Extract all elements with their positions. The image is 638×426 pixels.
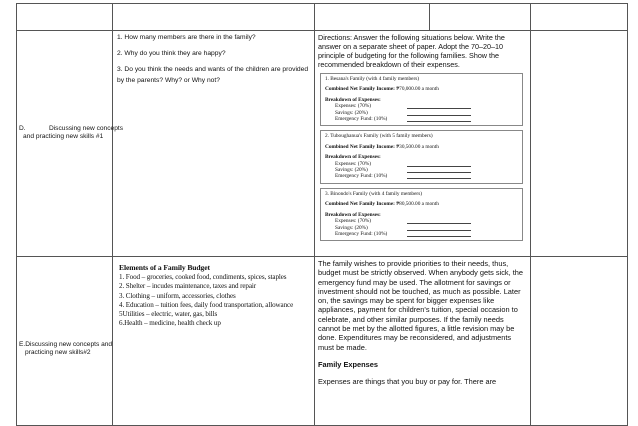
expense-item: Savings: (20%) xyxy=(335,109,368,116)
question-3: 3. Do you think the needs and wants of the children are provided by the parents? Why? or Why not? xyxy=(117,66,309,84)
header-row xyxy=(17,4,628,31)
family-title: 3. Binondo's Family (with 4 family members) xyxy=(325,190,423,197)
answer-blank[interactable] xyxy=(407,103,471,109)
family-box-3 xyxy=(320,188,523,241)
discussion-paragraph: The family wishes to provide priorities to their needs, thus, budget must be strictly observed. When anybody gets sick, the emergency fund may be used. The allotment for savings or investment should not be touched, as much as possible. Later on, the savings may be spent for bigger expenses like appliances, payment for children's tuition, special occasion to celebrate, and other similar purposes. If the family needs cannot be met by the allotted figures, a little revision may be done. Expenditures may be reconsidered, and adjustments must be made. xyxy=(318,259,523,352)
family-box-1 xyxy=(320,73,523,126)
budget-elements-cell xyxy=(113,257,315,426)
family-box-2 xyxy=(320,130,523,183)
income-value: ₱80,500.00 a month xyxy=(396,201,439,208)
income-label: Combined Net Family Income: xyxy=(325,143,395,150)
element-item: 3. Clothing – uniform, accessories, clothes xyxy=(119,291,236,300)
expense-item: Savings: (20%) xyxy=(335,167,368,174)
element-item: 1. Food – groceries, cooked food, condiments, spices, staples xyxy=(119,273,287,282)
expense-item: Emergency Fund: (10%) xyxy=(335,116,388,123)
activity-cell xyxy=(315,31,531,257)
answer-blank[interactable] xyxy=(407,161,471,167)
income-label: Combined Net Family Income: xyxy=(325,201,395,208)
expenses-paragraph: Expenses are things that you buy or pay for. There are xyxy=(318,377,497,387)
row-d xyxy=(17,31,628,257)
family-title: 2. Tuboughanua's Family (with 5 family members) xyxy=(325,133,433,140)
breakdown-label: Breakdown of Expenses: xyxy=(325,211,381,218)
row-e-label-cell xyxy=(17,257,113,426)
family-title: 1. Besana's Family (with 4 family members) xyxy=(325,76,420,82)
header-cell xyxy=(17,4,113,31)
element-item: 4. Education – tuition fees, daily food transportation, allowance xyxy=(119,300,294,309)
directions-text: Directions: Answer the following situations below. Write the answer on a separate sheet of paper. Adopt the 70–20–10 principle of budgeting for the following families. Show the recommended breakdown of their expenses. xyxy=(318,33,505,69)
income-label: Combined Net Family Income: xyxy=(325,86,395,93)
breakdown-label: Breakdown of Expenses: xyxy=(325,96,381,103)
elements-title: Elements of a Family Budget xyxy=(119,263,210,272)
breakdown-label: Breakdown of Expenses: xyxy=(325,154,381,161)
empty-cell xyxy=(531,31,628,257)
expense-item: Emergency Fund: (10%) xyxy=(335,230,388,237)
expense-item: Expenses: (70%) xyxy=(335,218,372,225)
row-d-letter: D. xyxy=(19,125,26,132)
income-value: ₱30,500.00 a month xyxy=(396,143,439,150)
answer-blank[interactable] xyxy=(407,218,471,224)
answer-blank[interactable] xyxy=(407,110,471,116)
answer-blank[interactable] xyxy=(407,225,471,231)
row-e-label-line1: E.Discussing new concepts and xyxy=(19,341,113,348)
answer-blank[interactable] xyxy=(407,231,471,237)
header-cell xyxy=(430,4,531,31)
row-d-label: Discussing new concepts xyxy=(48,125,123,132)
expense-item: Emergency Fund: (10%) xyxy=(335,173,388,180)
empty-cell xyxy=(531,257,628,426)
lesson-plan-table xyxy=(16,3,628,426)
row-e-label-line2: practicing new skills#2 xyxy=(25,349,91,356)
row-d-label-line2: and practicing new skills #1 xyxy=(23,133,104,140)
expense-item: Savings: (20%) xyxy=(335,224,368,231)
family-expenses-heading: Family Expenses xyxy=(318,359,378,369)
element-item: 2. Shelter – incudes maintenance, taxes and repair xyxy=(119,282,257,291)
header-cell xyxy=(315,4,430,31)
questions-cell xyxy=(113,31,315,257)
expense-item: Expenses: (70%) xyxy=(335,103,372,110)
header-cell xyxy=(531,4,628,31)
expense-item: Expenses: (70%) xyxy=(335,160,372,167)
element-item: 6.Health – medicine, health check up xyxy=(119,319,221,328)
header-cell xyxy=(113,4,315,31)
element-item: 5Utilities – electric, water, gas, bills xyxy=(119,310,218,319)
answer-blank[interactable] xyxy=(407,167,471,173)
row-e xyxy=(17,257,628,426)
question-2: 2. Why do you think they are happy? xyxy=(117,50,226,58)
answer-blank[interactable] xyxy=(407,116,471,122)
row-d-label-cell xyxy=(17,31,123,257)
discussion-cell xyxy=(315,257,531,426)
question-1: 1. How many members are there in the family? xyxy=(117,34,256,41)
income-value: ₱70,000.00 a month xyxy=(396,86,439,93)
answer-blank[interactable] xyxy=(407,173,471,179)
